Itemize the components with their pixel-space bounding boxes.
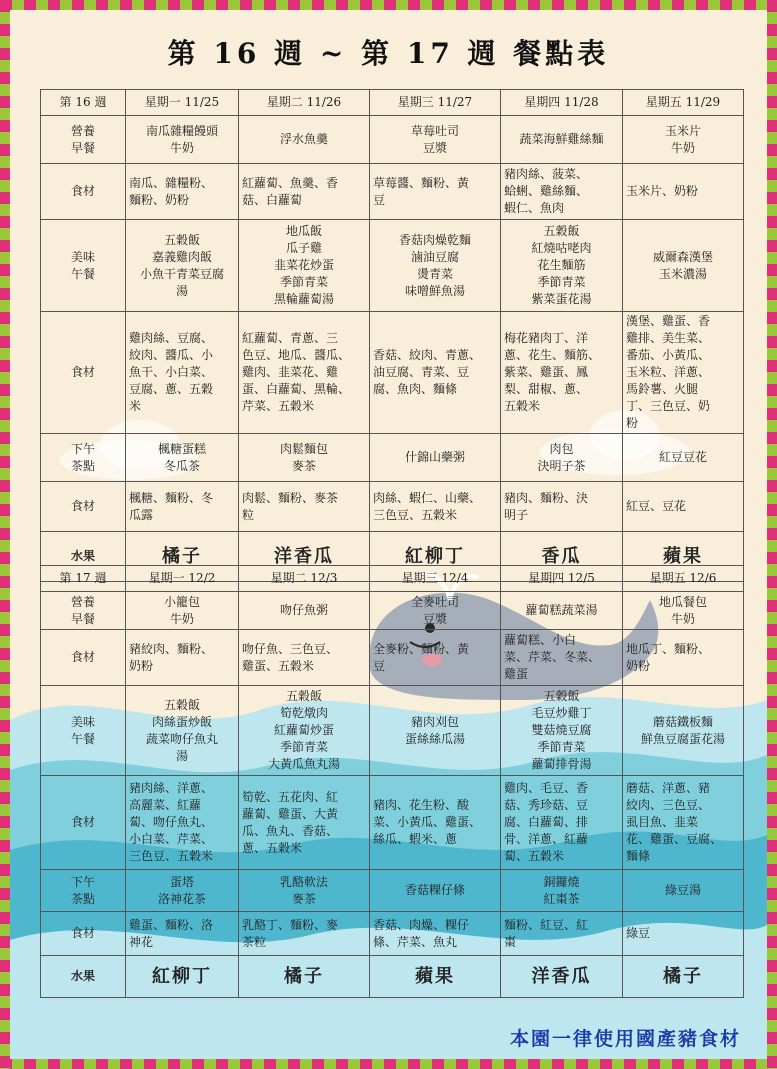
fruit-cell: 橘子 [623,956,744,998]
ingredient-cell: 豬絞肉、麵粉、 奶粉 [126,630,239,686]
row-category: 食材 [41,776,126,870]
meal-cell: 蛋塔 洛神花茶 [126,870,239,912]
ingredient-row [41,630,744,686]
fruit-cell: 蘋果 [370,956,501,998]
ingredient-row [41,776,744,870]
meal-cell: 香菇肉燥乾麵 滷油豆腐 燙青菜 味噌鮮魚湯 [370,220,501,312]
footer-note: 本園一律使用國產豬食材 [509,1028,741,1050]
day-header: 星期一 11/25 [126,90,239,116]
row-category: 美味 午餐 [41,686,126,776]
fruit-cell: 香瓜 [501,532,623,582]
ingredient-cell: 肉鬆、麵粉、麥茶 粒 [239,482,370,532]
meal-row [41,116,744,164]
ingredient-cell: 豬肉、麵粉、決 明子 [501,482,623,532]
day-header-row [41,566,744,592]
meal-cell: 草莓吐司 豆漿 [370,116,501,164]
ingredient-cell: 蘿蔔糕、小白 菜、芹菜、冬菜、 雞蛋 [501,630,623,686]
meal-cell: 地瓜飯 瓜子雞 韭菜花炒蛋 季節青菜 黑輪蘿蔔湯 [239,220,370,312]
border-bottom [0,1059,777,1069]
row-category: 營養 早餐 [41,592,126,630]
meal-cell: 威爾森漢堡 玉米濃湯 [623,220,744,312]
fruit-cell: 橘子 [239,956,370,998]
meal-cell: 五穀飯 毛豆炒雞丁 雙菇燒豆腐 季節青菜 蘿蔔排骨湯 [501,686,623,776]
ingredient-cell: 紅蘿蔔、魚羹、香 菇、白蘿蔔 [239,164,370,220]
row-category: 下午 茶點 [41,870,126,912]
ingredient-cell: 豬肉、花生粉、酸 菜、小黃瓜、雞蛋、 絲瓜、蝦米、蔥 [370,776,501,870]
ingredient-cell: 乳酪丁、麵粉、麥 茶粒 [239,912,370,956]
ingredient-cell: 雞肉、毛豆、香 菇、秀珍菇、豆 腐、白蘿蔔、排 骨、洋蔥、紅蘿 蔔、五穀米 [501,776,623,870]
ingredient-row [41,164,744,220]
row-category: 下午 茶點 [41,434,126,482]
meal-cell: 五穀飯 嘉義雞肉飯 小魚干青菜豆腐 湯 [126,220,239,312]
ingredient-row [41,312,744,434]
row-category: 水果 [41,532,126,582]
ingredient-cell: 梅花豬肉丁、洋 蔥、花生、麵筋、 紫菜、雞蛋、鳳 梨、甜椒、蔥、 五穀米 [501,312,623,434]
meal-cell: 地瓜餐包 牛奶 [623,592,744,630]
row-category: 食材 [41,912,126,956]
ingredient-cell: 麵粉、紅豆、紅 棗 [501,912,623,956]
row-category: 食材 [41,630,126,686]
meal-cell: 楓糖蛋糕 冬瓜茶 [126,434,239,482]
meal-row [41,434,744,482]
border-top [0,0,777,10]
ingredient-row [41,912,744,956]
meal-cell: 乳酪軟法 麥茶 [239,870,370,912]
week16-menu-table [40,89,744,582]
meal-cell: 五穀飯 筍乾燉肉 紅蘿蔔炒蛋 季節青菜 大黃瓜魚丸湯 [239,686,370,776]
day-header: 星期五 11/29 [623,90,744,116]
meal-cell: 五穀飯 紅燒咕咾肉 花生麵筋 季節青菜 紫菜蛋花湯 [501,220,623,312]
meal-cell: 豬肉刈包 蛋絲絲瓜湯 [370,686,501,776]
fruit-cell: 洋香瓜 [501,956,623,998]
meal-cell: 蘿蔔糕蔬菜湯 [501,592,623,630]
meal-cell: 什錦山藥粥 [370,434,501,482]
ingredient-cell: 紅豆、豆花 [623,482,744,532]
week-label: 第 16 週 [41,90,126,116]
meal-cell: 吻仔魚粥 [239,592,370,630]
ingredient-cell: 南瓜、雜糧粉、 麵粉、奶粉 [126,164,239,220]
day-header: 星期五 12/6 [623,566,744,592]
week17-menu-table [40,565,744,998]
meal-row [41,870,744,912]
day-header: 星期二 12/3 [239,566,370,592]
ingredient-cell: 地瓜丁、麵粉、 奶粉 [623,630,744,686]
fruit-cell: 洋香瓜 [239,532,370,582]
ingredient-cell: 紅蘿蔔、青蔥、三 色豆、地瓜、醬瓜、 雞肉、韭菜花、雞 蛋、白蘿蔔、黑輪、 芹菜、五穀米 [239,312,370,434]
ingredient-cell: 肉絲、蝦仁、山藥、 三色豆、五穀米 [370,482,501,532]
row-category: 營養 早餐 [41,116,126,164]
meal-cell: 浮水魚羹 [239,116,370,164]
meal-cell: 銅鑼燒 紅棗茶 [501,870,623,912]
day-header: 星期二 11/26 [239,90,370,116]
meal-row [41,592,744,630]
fruit-row [41,956,744,998]
ingredient-cell: 漢堡、雞蛋、香 雞排、美生菜、 番茄、小黃瓜、 玉米粒、洋蔥、 馬鈴薯、火腿 丁、三色豆、奶 粉 [623,312,744,434]
border-right [767,0,777,1069]
ingredient-cell: 筍乾、五花肉、紅 蘿蔔、雞蛋、大黃 瓜、魚丸、香菇、 蔥、五穀米 [239,776,370,870]
meal-cell: 蘑菇鐵板麵 鮮魚豆腐蛋花湯 [623,686,744,776]
ingredient-row [41,482,744,532]
ingredient-cell: 豬肉絲、菠菜、 蛤蜊、雞絲麵、 蝦仁、魚肉 [501,164,623,220]
ingredient-cell: 楓糖、麵粉、冬 瓜露 [126,482,239,532]
day-header: 星期四 11/28 [501,90,623,116]
ingredient-cell: 全麥粉、麵粉、黃 豆 [370,630,501,686]
fruit-cell: 蘋果 [623,532,744,582]
row-category: 食材 [41,164,126,220]
meal-cell: 五穀飯 肉絲蛋炒飯 蔬菜吻仔魚丸 湯 [126,686,239,776]
row-category: 美味 午餐 [41,220,126,312]
meal-cell: 南瓜雜糧饅頭 牛奶 [126,116,239,164]
day-header-row [41,90,744,116]
meal-cell: 蔬菜海鮮雞絲麵 [501,116,623,164]
ingredient-cell: 香菇、絞肉、青蔥、 油豆腐、青菜、豆 腐、魚肉、麵條 [370,312,501,434]
meal-cell: 全麥吐司 豆漿 [370,592,501,630]
border-left [0,0,10,1069]
ingredient-cell: 豬肉絲、洋蔥、 高麗菜、紅蘿 蔔、吻仔魚丸、 小白菜、芹菜、 三色豆、五穀米 [126,776,239,870]
meal-cell: 小籠包 牛奶 [126,592,239,630]
fruit-cell: 紅柳丁 [126,956,239,998]
meal-cell: 肉包 決明子茶 [501,434,623,482]
meal-cell: 肉鬆麵包 麥茶 [239,434,370,482]
ingredient-cell: 綠豆 [623,912,744,956]
meal-cell: 玉米片 牛奶 [623,116,744,164]
meal-row [41,220,744,312]
row-category: 食材 [41,312,126,434]
ingredient-cell: 香菇、肉燥、粿仔 條、芹菜、魚丸 [370,912,501,956]
meal-cell: 香菇粿仔條 [370,870,501,912]
fruit-cell: 紅柳丁 [370,532,501,582]
ingredient-cell: 草莓醬、麵粉、黃 豆 [370,164,501,220]
ingredient-cell: 雞肉絲、豆腐、 絞肉、醬瓜、小 魚干、小白菜、 豆腐、蔥、五穀 米 [126,312,239,434]
day-header: 星期三 12/4 [370,566,501,592]
row-category: 水果 [41,956,126,998]
meal-cell: 紅豆豆花 [623,434,744,482]
ingredient-cell: 玉米片、奶粉 [623,164,744,220]
day-header: 星期三 11/27 [370,90,501,116]
ingredient-cell: 雞蛋、麵粉、洛 神花 [126,912,239,956]
day-header: 星期四 12/5 [501,566,623,592]
week-label: 第 17 週 [41,566,126,592]
meal-row [41,686,744,776]
ingredient-cell: 吻仔魚、三色豆、 雞蛋、五穀米 [239,630,370,686]
row-category: 食材 [41,482,126,532]
ingredient-cell: 蘑菇、洋蔥、豬 絞肉、三色豆、 虱目魚、韭菜 花、雞蛋、豆腐、 麵條 [623,776,744,870]
meal-cell: 綠豆湯 [623,870,744,912]
page-title: 第 16 週 ~ 第 17 週 餐點表 [167,37,610,70]
fruit-cell: 橘子 [126,532,239,582]
day-header: 星期一 12/2 [126,566,239,592]
